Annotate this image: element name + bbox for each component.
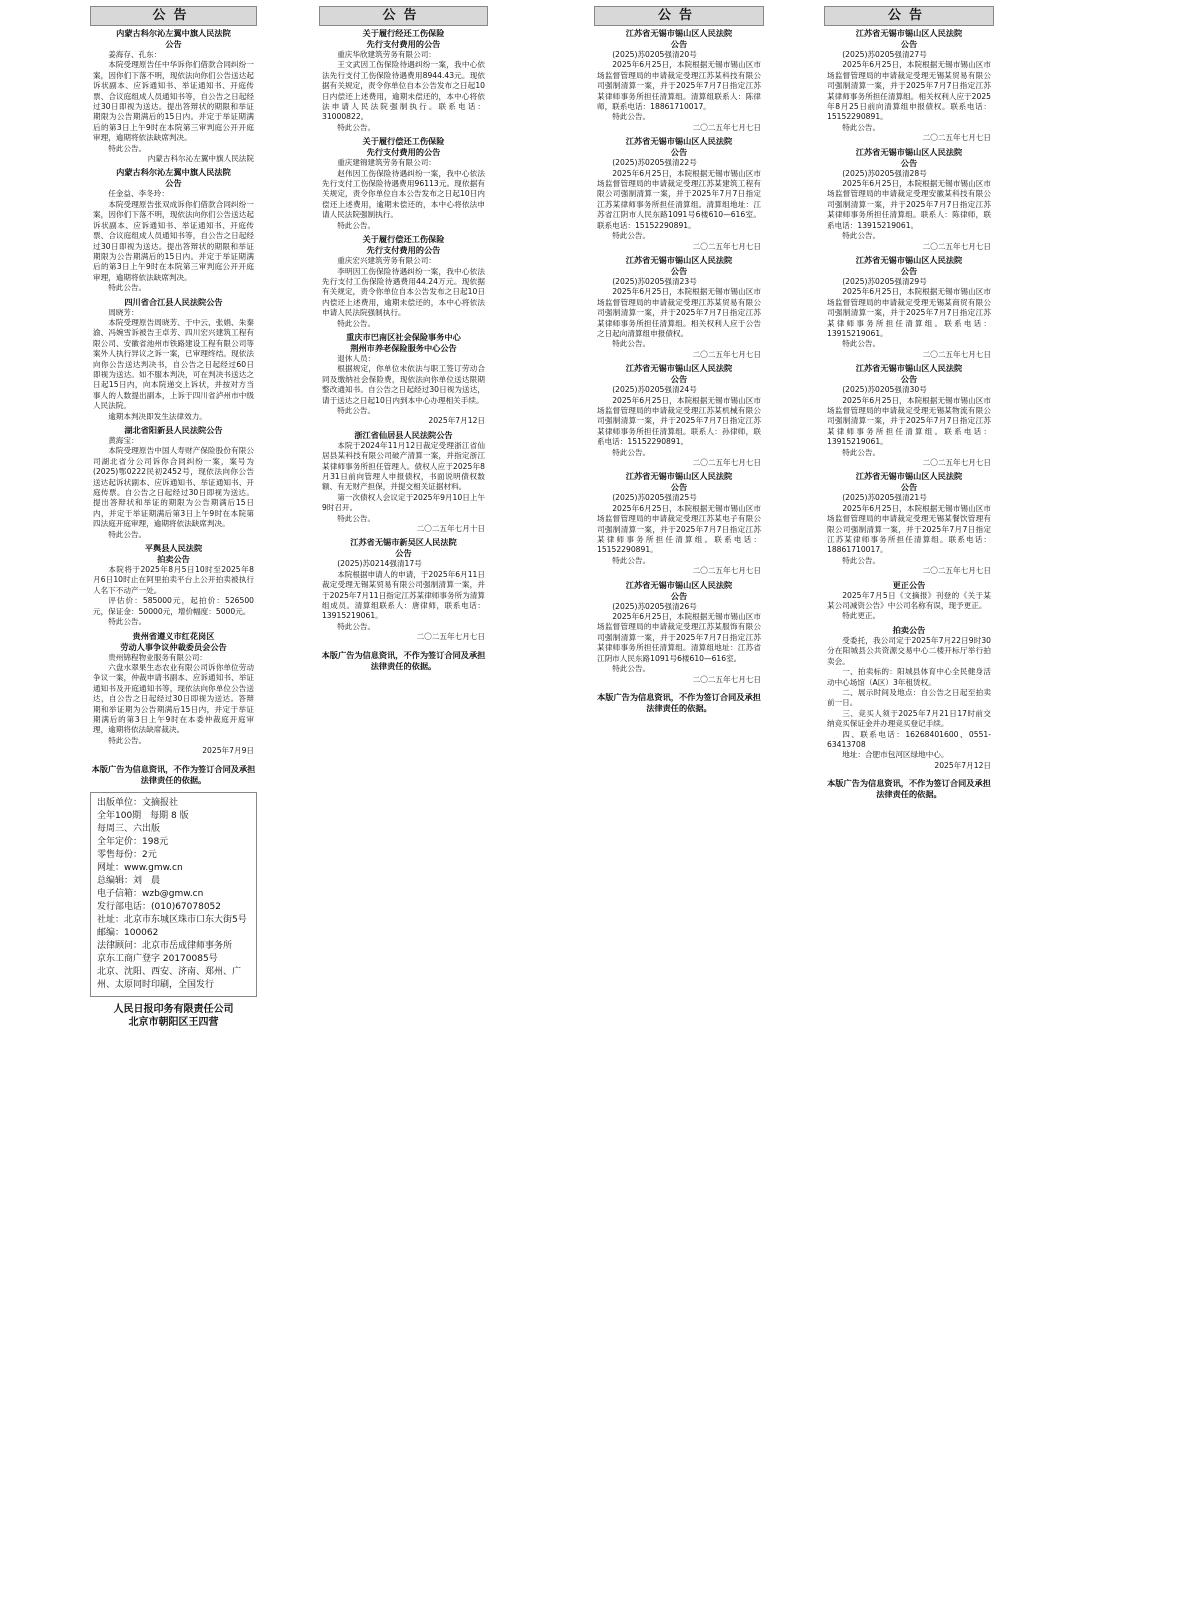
- column-header: 公告: [319, 6, 488, 26]
- notice-subtitle: 公告: [670, 590, 688, 601]
- notice: [322, 136, 485, 231]
- notice-paragraph: 本院受理原告周晓芳、于中云、张娟、朱秦渝、冯婉雪诉被告王卓芳、四川宏兴建筑工程有限公司、安徽省池州市铁路建设工程有限公司等案外人执行异议之诉一案，已审理终结。现依法向你公告送达判决书，自公告之日起经过60日即视为送达。如不服本判决，可在判决书送达之日起15日内，向本院递交上诉状，并按对方当事人的人数提出副本，上诉于四川省泸州市中级人民法院。: [93, 317, 254, 411]
- column-header: 公告: [90, 6, 257, 26]
- column-footer: 本版广告为信息资讯，不作为签订合同及承担法律责任的依据。: [597, 691, 761, 713]
- notice: [597, 471, 761, 576]
- notice-paragraph: 特此公告。: [108, 617, 147, 627]
- notice-paragraph: 本院受理原告中国人寿财产保险股份有限公司湖北省分公司诉你合同纠纷一案，案号为(2025)鄂0222民初2452号，现依法向你公告送达起诉状副本、应诉通知书、举证通知书、开庭传票。自公告之日起经过30日即视为送达。提出答辩状和举证的期限为公告期满后15日内，并定于举证期满后第3日上午9时在本院第四法庭开庭审理，逾期将依法缺席判决。: [93, 446, 254, 529]
- notice-title: 江苏省无锡市锡山区人民法院: [855, 146, 963, 157]
- notice-subtitle: 公告: [900, 374, 918, 385]
- notice-paragraph: 特此公告。: [842, 231, 881, 241]
- column-header: 公告: [824, 6, 994, 26]
- notice-paragraph: 重庆华欣建筑劳务有限公司：: [337, 50, 436, 59]
- notice-paragraph: 2025年6月25日，本院根据无锡市锡山区市场监督管理局的申请裁定受理江苏某建筑工程有限公司强制清算一案，并于2025年7月7日指定江苏某律师事务所担任清算组。清算组地址：江苏省江阴市人民东路1091号6楼610—616室。联系电话：15152290891。: [597, 168, 761, 230]
- notice-paragraph: 本院受理原告任中华诉你们借款合同纠纷一案，因你们下落不明，现依法向你们公告送达起诉状副本、应诉通知书、举证通知书、开庭传票、合议庭组成人员通知书等，自公告之日起经过30日即视为送达。提出答辩状的期限和举证期限为公告期满后的15日内。并定于举证期满后的第3日上午9时在本院第三审判庭公开开庭审理，逾期将依法缺席判决。: [93, 60, 254, 143]
- notice-subtitle: 先行支付费用的公告: [366, 245, 441, 256]
- column-body: [594, 26, 764, 690]
- masthead-line: 零售每份：2元: [97, 849, 157, 860]
- notice-paragraph: 姜海存、孔东：: [108, 50, 162, 59]
- notice-subtitle: 公告: [165, 39, 182, 49]
- notice-date: 2025年7月12日: [934, 760, 991, 770]
- column-body: [824, 26, 994, 776]
- notice-paragraph: (2025)苏0214强清17号: [337, 559, 422, 569]
- notice-title: 江苏省无锡市锡山区人民法院: [625, 363, 733, 374]
- notice-paragraph: 地址：合肥市包河区绿地中心。: [842, 750, 949, 760]
- notice-paragraph: 2025年7月5日《文摘报》刊登的《关于某某公司减资公告》中公司名称有误，现予更正。: [827, 590, 991, 611]
- notice-subtitle: 劳动人事争议仲裁委员会公告: [120, 641, 227, 652]
- notice-date: 二〇二五年七月七日: [692, 349, 761, 359]
- notice-paragraph: 2025年6月25日，本院根据无锡市锡山区市场监督管理局的申请裁定受理江苏某服饰有限公司强制清算一案，并于2025年7月7日指定江苏某律师事务所担任清算组。清算组地址：江苏省江阴市人民东路1091号6楼610—616室。: [597, 612, 761, 663]
- notice-paragraph: 2025年6月25日，本院根据无锡市锡山区市场监督管理局的申请裁定受理安徽某科技有限公司强制清算一案，并于2025年7月7日指定江苏某律师事务所担任清算组。联系人：陈律师，联系电话：13915219061。: [827, 179, 991, 230]
- notice-subtitle: 拍卖公告: [157, 554, 190, 565]
- masthead-line: 社址：北京市东城区珠市口东大街5号: [97, 914, 247, 925]
- notice-date: 二〇二五年七月七日: [692, 566, 761, 576]
- column-body: [319, 26, 488, 648]
- masthead-line: 出版单位：文摘报社: [97, 797, 179, 808]
- masthead-line: 邮编：100062: [97, 927, 159, 938]
- notice-paragraph: 逾期本判决即发生法律效力。: [108, 411, 207, 421]
- notice-subtitle: 公告: [165, 178, 182, 189]
- notice-paragraph: 本院于2024年11月12日裁定受理浙江省仙居县某科技有限公司破产清算一案，并指定浙江某律师事务所担任管理人。债权人应于2025年8月31日前向管理人申报债权，书面说明债权数额、有无财产担保，并提交相关证据材料。: [322, 440, 485, 492]
- notice-title: 江苏省无锡市锡山区人民法院: [625, 579, 733, 590]
- notice-paragraph: 特此公告。: [337, 220, 376, 230]
- notice-paragraph: (2025)苏0205强清25号: [612, 493, 697, 503]
- column-footer: 本版广告为信息资讯，不作为签订合同及承担法律责任的依据。: [827, 778, 991, 800]
- notice: [93, 543, 254, 627]
- notice: [827, 363, 991, 468]
- notice-paragraph: 六盘水翠果生态农业有限公司诉你单位劳动争议一案，仲裁申请书副本、应诉通知书、举证通知书及开庭通知书等，现依法向你单位公告送达，自公告之日起经过30日即视为送达。答辩期和举证期为公告期满后15日内，并定于举证期满后的第3日上午9时在本委仲裁庭开庭审理，逾期将依法缺席裁决。: [93, 662, 254, 735]
- notice-date: 2025年7月9日: [202, 746, 254, 756]
- notice-title: 关于履行偿还工伤保险: [362, 234, 445, 245]
- notice-paragraph: 特此公告。: [612, 339, 651, 349]
- notice-title: 江苏省无锡市新吴区人民法院: [350, 537, 457, 548]
- notice: [93, 425, 254, 540]
- notice: [597, 28, 761, 133]
- notice-paragraph: 特此公告。: [612, 664, 651, 674]
- notice-date: 二〇二五年七月七日: [922, 349, 991, 359]
- notice-paragraph: 2025年6月25日，本院根据无锡市锡山区市场监督管理局的申请裁定受理江苏某机械有限公司强制清算一案，并于2025年7月7日指定江苏某律师事务所担任清算组。联系人：孙律师，联系电话：15152290891。: [597, 395, 761, 447]
- notice-paragraph: 特此公告。: [612, 555, 651, 565]
- notice-subtitle: 公告: [900, 157, 918, 168]
- notice-paragraph: 第一次债权人会议定于2025年9月10日上午9时召开。: [322, 492, 485, 513]
- notice-date: 二〇二五年七月七日: [692, 674, 761, 684]
- notice-title: 浙江省仙居县人民法院公告: [354, 429, 453, 440]
- notice-date: 二〇二五年七月七日: [922, 241, 991, 251]
- notice: [597, 580, 761, 685]
- notice-date: 2025年7月12日: [428, 416, 485, 426]
- notice-paragraph: 特此公告。: [337, 621, 376, 631]
- notice: [597, 255, 761, 360]
- notice-paragraph: 王文武因工伤保险待遇纠纷一案，我中心依法先行支付工伤保险待遇费用8944.43元。现依据有关规定，责令你单位自本公告发布之日起10日内偿还上述费用，逾期未偿还的，本中心将依法申请人民法院强制执行。联系电话：31000822。: [322, 60, 485, 122]
- notice-paragraph: (2025)苏0205强清22号: [612, 158, 697, 168]
- notice-paragraph: 黄海宝：: [108, 436, 139, 445]
- notice-paragraph: (2025)苏0205强清21号: [842, 493, 927, 503]
- notice-paragraph: 特此公告。: [842, 122, 881, 132]
- notice-paragraph: (2025)苏0205强清23号: [612, 276, 697, 286]
- notice-paragraph: 四、联系电话：16268401600、0551-63413708: [827, 729, 991, 749]
- notice: [93, 167, 254, 293]
- notice-paragraph: 根据规定，你单位未依法与职工签订劳动合同及缴纳社会保险费，现依法向你单位送达限期整改通知书。自公告之日起经过30日视为送达，请于送达之日起10日内到本中心办理相关手续。: [322, 364, 485, 405]
- notice-title: 江苏省无锡市锡山区人民法院: [855, 363, 963, 374]
- notice-title: 江苏省无锡市锡山区人民法院: [855, 471, 963, 482]
- notice-subtitle: 荆州市养老保险服务中心公告: [350, 342, 457, 353]
- masthead-line: 法律顾问：北京市岳成律师事务所: [97, 940, 233, 951]
- notice-paragraph: 特此公告。: [108, 735, 147, 745]
- notice-subtitle: 公告: [395, 548, 412, 559]
- masthead-line: 全年定价：198元: [97, 836, 169, 847]
- column-1: [90, 6, 257, 1029]
- notice-paragraph: 特此公告。: [612, 231, 651, 241]
- notice-paragraph: 特此公告。: [612, 447, 651, 457]
- column-header: 公告: [594, 6, 764, 26]
- notice-paragraph: (2025)苏0205强清24号: [612, 385, 697, 395]
- notice-subtitle: 公告: [670, 482, 688, 493]
- publisher-info: [90, 1003, 257, 1029]
- notice-paragraph: 重庆宏兴建筑劳务有限公司：: [337, 256, 436, 266]
- notice-date: 二〇二五年七月十日: [416, 524, 485, 534]
- notice-title: 江苏省无锡市锡山区人民法院: [625, 254, 733, 265]
- notice-paragraph: 本院将于2025年8月5日10时至2025年8月6日10时止在阿里拍卖平台上公开拍卖被执行人名下不动产一处。: [93, 565, 254, 595]
- masthead-line: 网址：www.gmw.cn: [97, 862, 183, 873]
- notice-date: 二〇二五年七月七日: [922, 566, 991, 576]
- notice-paragraph: 特此公告。: [612, 112, 651, 122]
- notice-paragraph: 2025年6月25日，本院根据无锡市锡山区市场监督管理局的申请裁定受理无锡某餐饮管理有限公司强制清算一案，并于2025年7月7日指定江苏某律师事务所担任清算组。联系电话：18861710017。: [827, 503, 991, 555]
- notice-title: 江苏省无锡市锡山区人民法院: [625, 136, 733, 147]
- notice: [322, 537, 485, 642]
- notice-paragraph: 2025年6月25日，本院根据无锡市锡山区市场监督管理局的申请裁定受理无锡某物流有限公司强制清算一案，并于2025年7月7日指定江苏某律师事务所担任清算组。联系电话：13915219061。: [827, 395, 991, 447]
- notice-paragraph: 重庆建锦建筑劳务有限公司：: [337, 158, 436, 168]
- notice-subtitle: 公告: [900, 39, 918, 49]
- notice-subtitle: 公告: [900, 265, 918, 276]
- column-footer: 本版广告为信息资讯，不作为签订合同及承担法律责任的依据。: [91, 763, 256, 785]
- notice: [93, 28, 254, 164]
- notice-title: 拍卖公告: [892, 624, 926, 635]
- notice-paragraph: 受委托，我公司定于2025年7月22日9时30分在阳城县公共资源交易中心二楼开标厅举行拍卖会。: [827, 635, 991, 666]
- notice-paragraph: (2025)苏0205强清28号: [842, 168, 927, 178]
- notice-subtitle: 公告: [670, 39, 688, 49]
- notice-paragraph: 退休人员：: [337, 353, 376, 363]
- masthead-line: 每周三、六出版: [97, 823, 161, 834]
- notice-date: 二〇二五年七月七日: [922, 133, 991, 143]
- notice: [93, 297, 254, 422]
- notice-paragraph: (2025)苏0205强清20号: [612, 50, 697, 59]
- notice-paragraph: (2025)苏0205强清26号: [612, 601, 697, 611]
- notice-paragraph: 李明因工伤保险待遇纠纷一案，我中心依法先行支付工伤保险待遇费用44.24万元。现依据有关规定，责令你单位自本公告发布之日起10日内偿还上述费用，逾期未偿还的，本中心将依法申请人民法院强制执行。: [322, 266, 485, 318]
- notice-paragraph: 本院根据申请人的申请，于2025年6月11日裁定受理无锡某贸易有限公司强制清算一案，并于2025年7月11日指定江苏某律师事务所为清算组成员。清算组联系人：唐律师，联系电话：13915219061。: [322, 569, 485, 621]
- notice-paragraph: 特此公告。: [337, 122, 376, 132]
- notice-paragraph: 特此公告。: [108, 143, 147, 153]
- notice-title: 关于履行经还工伤保险: [362, 28, 445, 38]
- notice-subtitle: 先行支付费用的公告: [366, 147, 441, 158]
- masthead-line: 电子信箱：wzb@gmw.cn: [97, 888, 204, 899]
- notice-date: 内蒙古科尔沁左翼中旗人民法院: [147, 154, 254, 164]
- notice-paragraph: 特此公告。: [337, 405, 376, 415]
- notice: [597, 363, 761, 468]
- publisher-line: 人民日报印务有限责任公司: [113, 1003, 234, 1015]
- column-footer: 本版广告为信息资讯，不作为签订合同及承担法律责任的依据。: [321, 649, 486, 671]
- notice: [322, 332, 485, 427]
- notice-title: 四川省合江县人民法院公告: [124, 296, 223, 307]
- masthead-line: 北京、沈阳、西安、济南、郑州、广州、太原同时印刷，全国发行: [97, 966, 242, 990]
- notice-date: 二〇二五年七月七日: [692, 122, 761, 132]
- notice-date: 二〇二五年七月七日: [416, 632, 485, 642]
- notice-paragraph: 特此公告。: [337, 318, 376, 328]
- masthead-line: 京东工商广登字 20170085号: [97, 953, 218, 964]
- column-3: [594, 6, 764, 714]
- notice-paragraph: 特此公告。: [108, 283, 147, 293]
- notice-date: 二〇二五年七月七日: [692, 241, 761, 251]
- notice-paragraph: (2025)苏0205强清27号: [842, 50, 927, 59]
- notice-paragraph: 2025年6月25日，本院根据无锡市锡山区市场监督管理局的申请裁定受理无锡某贸易有限公司强制清算一案，并于2025年7月7日指定江苏某律师事务所担任清算组。相关权利人应于2025年8月25日前向清算组申报债权。联系电话：15152290891。: [827, 60, 991, 122]
- notice-subtitle: 先行支付费用的公告: [366, 39, 441, 49]
- masthead-line: 总编辑：刘 晨: [97, 875, 161, 886]
- notice: [827, 147, 991, 252]
- notice-paragraph: 特此公告。: [108, 529, 147, 539]
- notice-paragraph: 特此更正。: [842, 611, 881, 621]
- notice-paragraph: (2025)苏0205强清29号: [842, 276, 927, 286]
- column-body: [90, 26, 257, 762]
- masthead-line: 发行部电话：(010)67078052: [97, 901, 222, 912]
- notice-paragraph: 特此公告。: [842, 447, 881, 457]
- notice: [322, 234, 485, 329]
- notice-title: 内蒙古科尔沁左翼中旗人民法院: [116, 28, 231, 38]
- notice-title: 江苏省无锡市锡山区人民法院: [625, 471, 733, 482]
- notice-paragraph: 一、拍卖标的：阳城县体育中心全民健身活动中心场馆（A区）3年租赁权。: [827, 667, 991, 687]
- notice: [597, 136, 761, 252]
- notice-subtitle: 公告: [670, 265, 688, 276]
- notice-title: 江苏省无锡市锡山区人民法院: [855, 254, 963, 265]
- notice: [322, 430, 485, 535]
- notice-title: 关于履行偿还工伤保险: [362, 136, 445, 147]
- column-2: [319, 6, 488, 672]
- notice-date: 二〇二五年七月七日: [922, 458, 991, 467]
- notice-paragraph: (2025)苏0205强清30号: [842, 385, 927, 395]
- notice-paragraph: 赵伟因工伤保险待遇纠纷一案，我中心依法先行支付工伤保险待遇费用96113元。现依据有关规定，责令你单位自本公告发布之日起10日内偿还上述费用，逾期未偿还的，本中心将依法申请人民法院强制执行。: [322, 168, 485, 220]
- notice-title: 更正公告: [892, 579, 926, 590]
- notice: [93, 631, 254, 757]
- notice-paragraph: 2025年6月25日，本院根据无锡市锡山区市场监督管理局的申请裁定受理无锡某商贸有限公司强制清算一案，并于2025年7月7日指定江苏某律师事务所担任清算组。联系电话：13915219061。: [827, 287, 991, 338]
- notice-subtitle: 公告: [670, 374, 688, 385]
- notice: [322, 28, 485, 133]
- notice-title: 江苏省无锡市锡山区人民法院: [855, 28, 963, 38]
- notice-title: 平舆县人民法院: [144, 543, 203, 554]
- notice-paragraph: 贵州锦程物业服务有限公司：: [108, 652, 207, 662]
- notice-subtitle: 公告: [670, 147, 688, 158]
- notice-title: 湖北省阳新县人民法院公告: [124, 425, 223, 435]
- notice-title: 重庆市巴南区社会保险事务中心: [346, 331, 461, 342]
- column-4: [824, 6, 994, 800]
- notice-title: 内蒙古科尔沁左翼中旗人民法院: [116, 167, 231, 178]
- notice-paragraph: 2025年6月25日，本院根据无锡市锡山区市场监督管理局的申请裁定受理江苏某电子有限公司强制清算一案，并于2025年7月7日指定江苏某律师事务所担任清算组。联系电话：15152290891。: [597, 503, 761, 555]
- notice-date: 二〇二五年七月七日: [692, 458, 761, 467]
- notice-paragraph: 二、展示时间及地点：自公告之日起至拍卖前一日。: [827, 687, 991, 708]
- notice: [827, 471, 991, 576]
- notice-subtitle: 公告: [900, 482, 918, 493]
- notice-paragraph: 特此公告。: [337, 513, 376, 523]
- notice-paragraph: 特此公告。: [842, 555, 881, 565]
- notice: [827, 580, 991, 622]
- notice-paragraph: 评估价：585000元，起拍价：526500元，保证金：50000元，增价幅度：5000元。: [93, 596, 254, 616]
- notice-title: 江苏省无锡市锡山区人民法院: [625, 28, 733, 38]
- notice-paragraph: 2025年6月25日，本院根据无锡市锡山区市场监督管理局的申请裁定受理江苏某贸易有限公司强制清算一案，并于2025年7月7日指定江苏某律师事务所担任清算组。相关权利人应于公告之日起向清算组申报债权。: [597, 287, 761, 338]
- notice-paragraph: 三、竞买人须于2025年7月21日17时前交纳竞买保证金并办理竞买登记手续。: [827, 708, 991, 729]
- masthead-line: 全年100期 每期 8 版: [97, 810, 189, 821]
- notice-paragraph: 特此公告。: [842, 339, 881, 349]
- publisher-line: 北京市朝阳区王四营: [128, 1016, 219, 1028]
- notice-paragraph: 任金益、李冬玲：: [108, 189, 169, 199]
- notice-paragraph: 周晓芳：: [108, 307, 139, 317]
- notice-paragraph: 2025年6月25日，本院根据无锡市锡山区市场监督管理局的申请裁定受理江苏某科技有限公司强制清算一案，并于2025年7月7日指定江苏某律师事务所担任清算组。清算组联系人：陈律师，联系电话：18861710017。: [597, 60, 761, 112]
- notice-title: 贵州省遵义市红花岗区: [132, 630, 215, 641]
- notice-paragraph: 本院受理原告张双成诉你们借款合同纠纷一案，因你们下落不明，现依法向你们公告送达起诉状副本、应诉通知书、举证通知书、开庭传票、合议庭组成人员通知书等，自公告之日起经过30日即视为送达。提出答辩状的期限和举证期限为公告期满后的15日内。并定于举证期满后的第3日上午9时在本院第三审判庭公开开庭审理，逾期将依法缺席判决。: [93, 199, 254, 282]
- masthead-info: [90, 792, 257, 997]
- notice: [827, 255, 991, 360]
- notice: [827, 625, 991, 771]
- notice: [827, 28, 991, 144]
